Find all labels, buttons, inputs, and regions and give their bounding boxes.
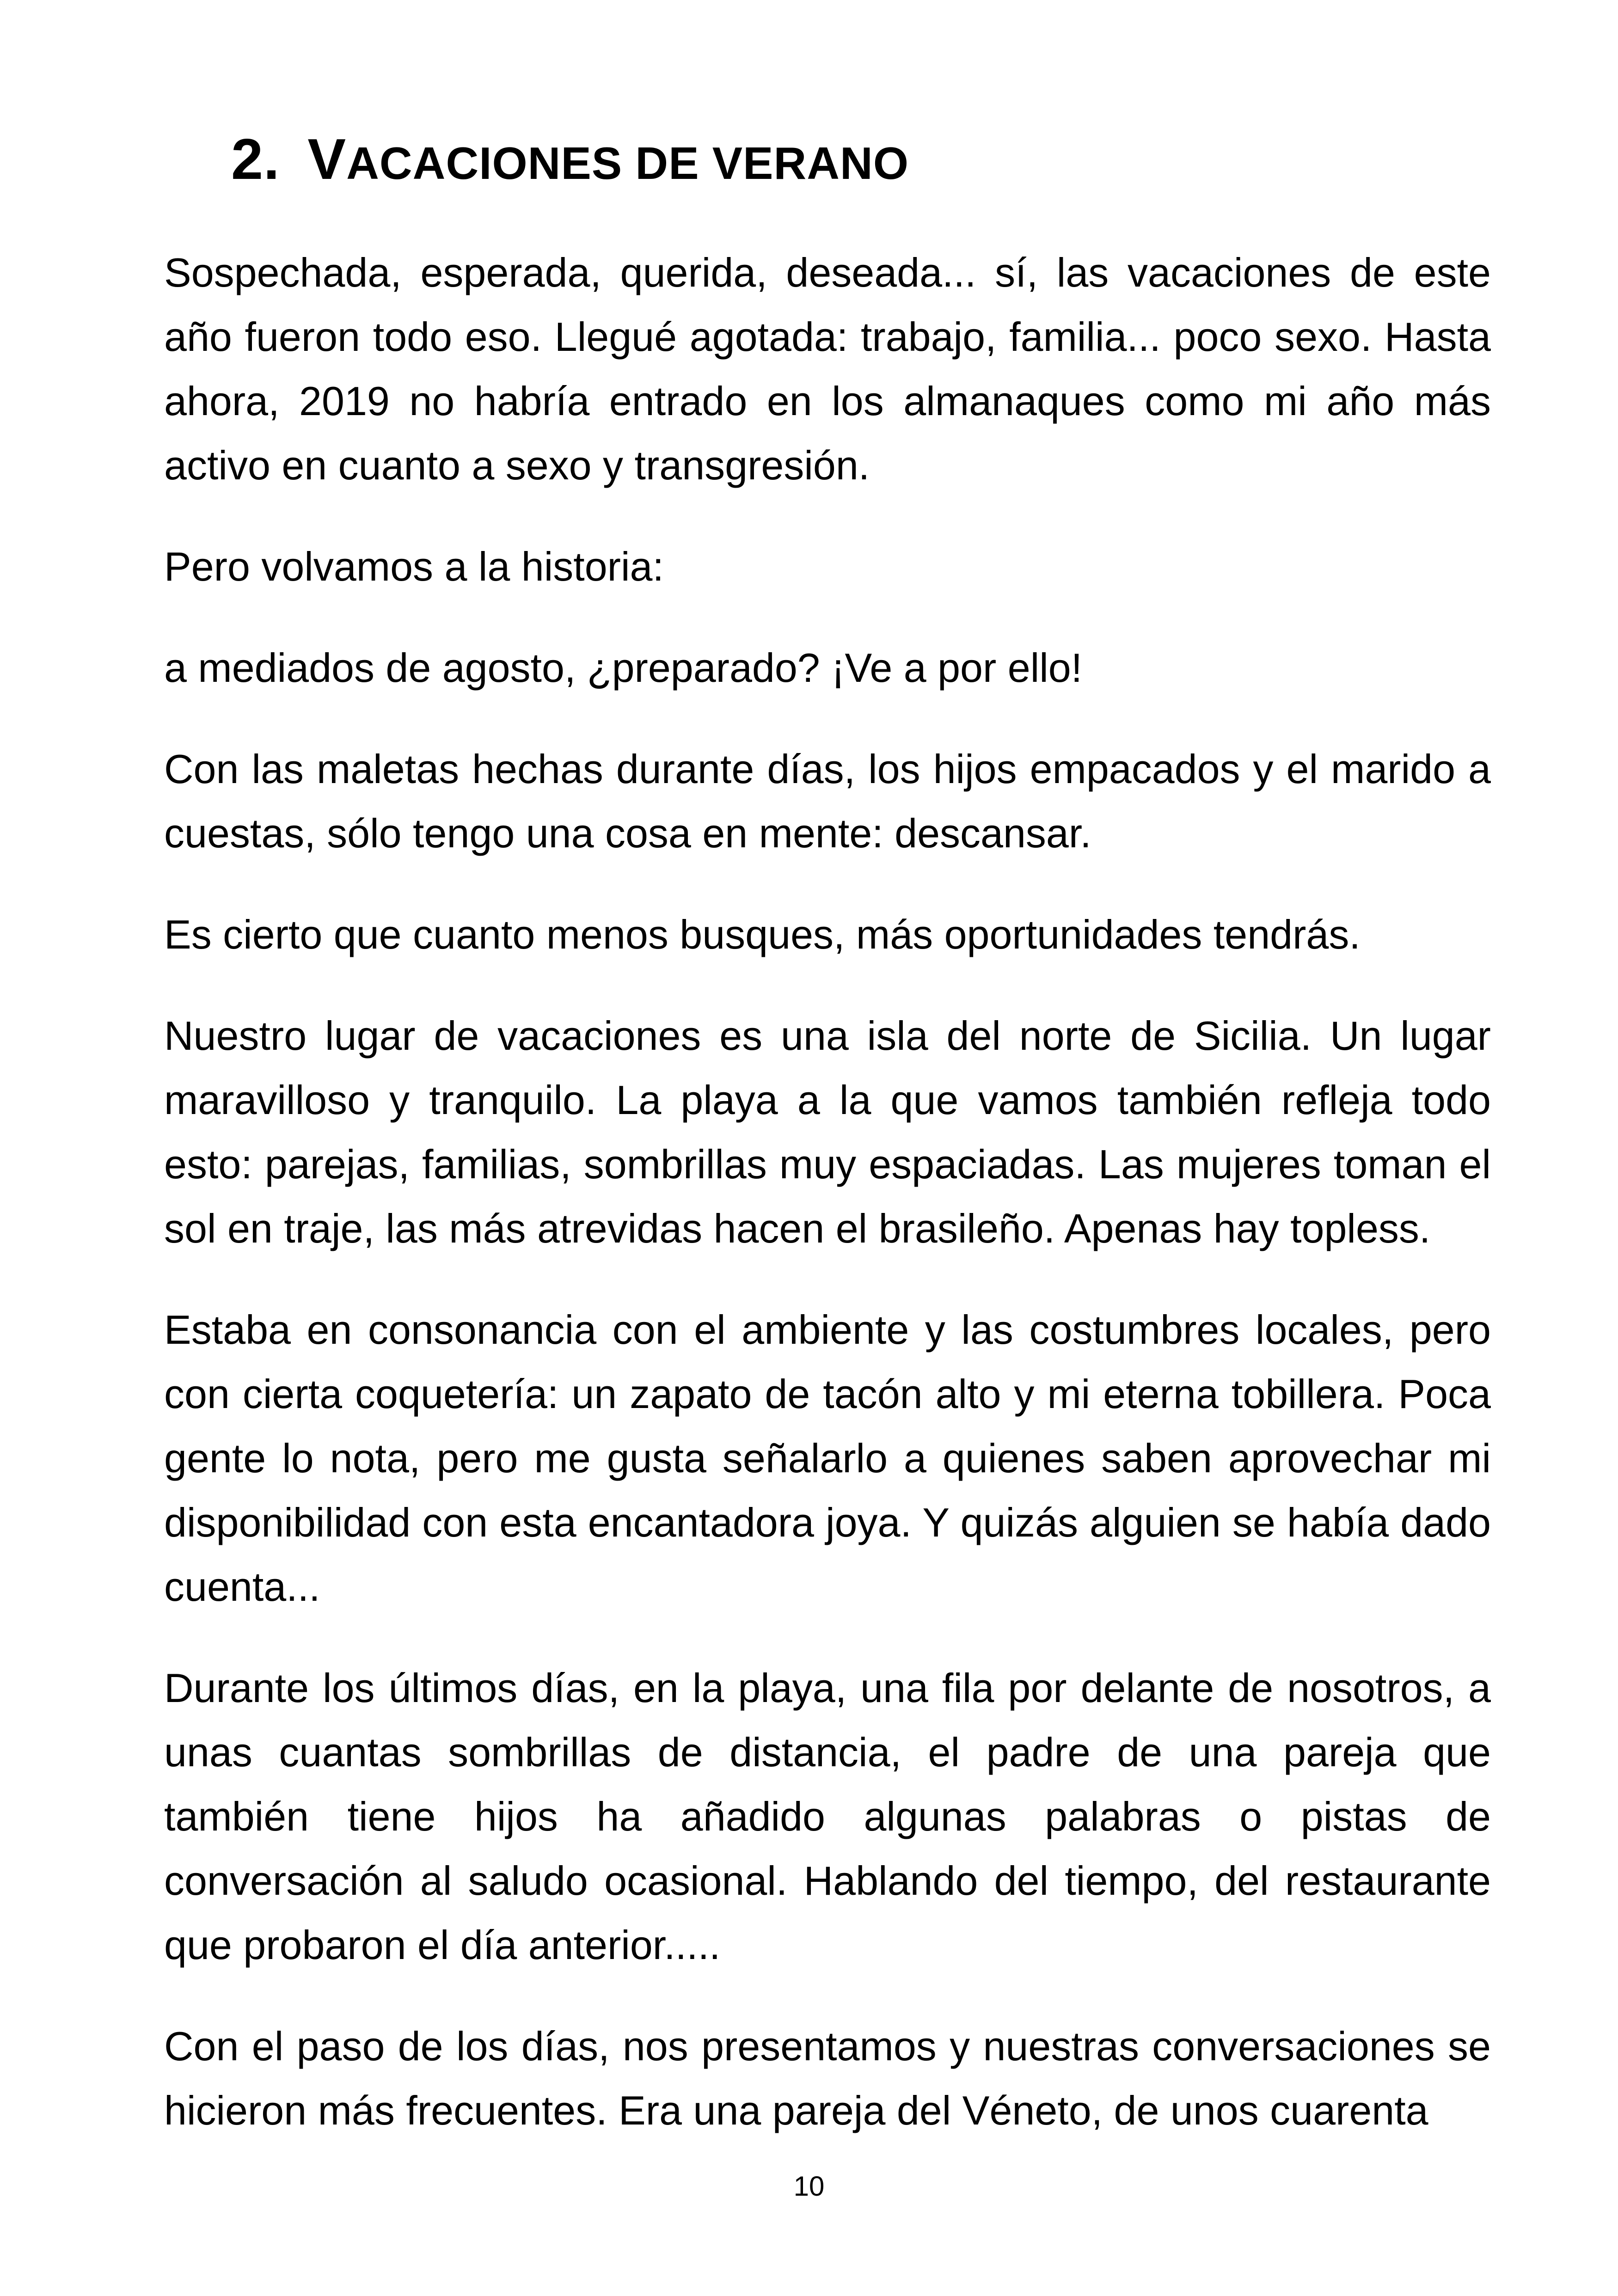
paragraph: Con las maletas hechas durante días, los hijos empacados y el marido a cuestas, sólo tengo una cosa en mente: descansar. [164, 746, 1491, 856]
paragraph: Durante los últimos días, en la playa, una fila por delante de nosotros, a unas cuantas sombrillas de distancia, el padre de una pareja que también tiene hijos ha añadido algunas palabras o pistas de conversación al saludo ocasional. Hablando del tiempo, del restaurante que probaron el día anterior..... [164, 1665, 1491, 1968]
chapter-title [231, 118, 909, 205]
paragraph: Pero volvamos a la historia: [164, 544, 664, 589]
chapter-title-initial: V [307, 128, 347, 191]
page-number: 10 [793, 2171, 825, 2202]
paragraph: a mediados de agosto, ¿preparado? ¡Ve a por ello! [164, 645, 1083, 691]
paragraph: Nuestro lugar de vacaciones es una isla del norte de Sicilia. Un lugar maravilloso y tranquilo. La playa a la que vamos también refleja todo esto: parejas, familias, sombrillas muy espaciadas. Las mujeres toman el sol en traje, las más atrevidas hacen el brasileño. Apenas hay topless. [164, 1013, 1491, 1251]
paragraph: Es cierto que cuanto menos busques, más oportunidades tendrás. [164, 912, 1361, 957]
chapter-number: 2. [231, 128, 280, 191]
body-text [164, 240, 1491, 2180]
paragraph: Sospechada, esperada, querida, deseada... sí, las vacaciones de este año fueron todo eso. Llegué agotada: trabajo, familia... poco sexo. Hasta ahora, 2019 no habría entrado en los almanaques como mi año más activo en cuanto a sexo y transgresión. [164, 250, 1491, 488]
paragraph: Con el paso de los días, nos presentamos y nuestras conversaciones se hicieron más frecuentes. Era una pareja del Véneto, de unos cuarenta [164, 2023, 1491, 2133]
paragraph: Estaba en consonancia con el ambiente y las costumbres locales, pero con cierta coquetería: un zapato de tacón alto y mi eterna tobillera. Poca gente lo nota, pero me gusta señalarlo a quienes saben aprovechar mi disponibilidad con esta encantadora joya. Y quizás alguien se había dado cuenta... [164, 1307, 1491, 1610]
chapter-title-rest: ACACIONES DE VERANO [346, 138, 909, 189]
